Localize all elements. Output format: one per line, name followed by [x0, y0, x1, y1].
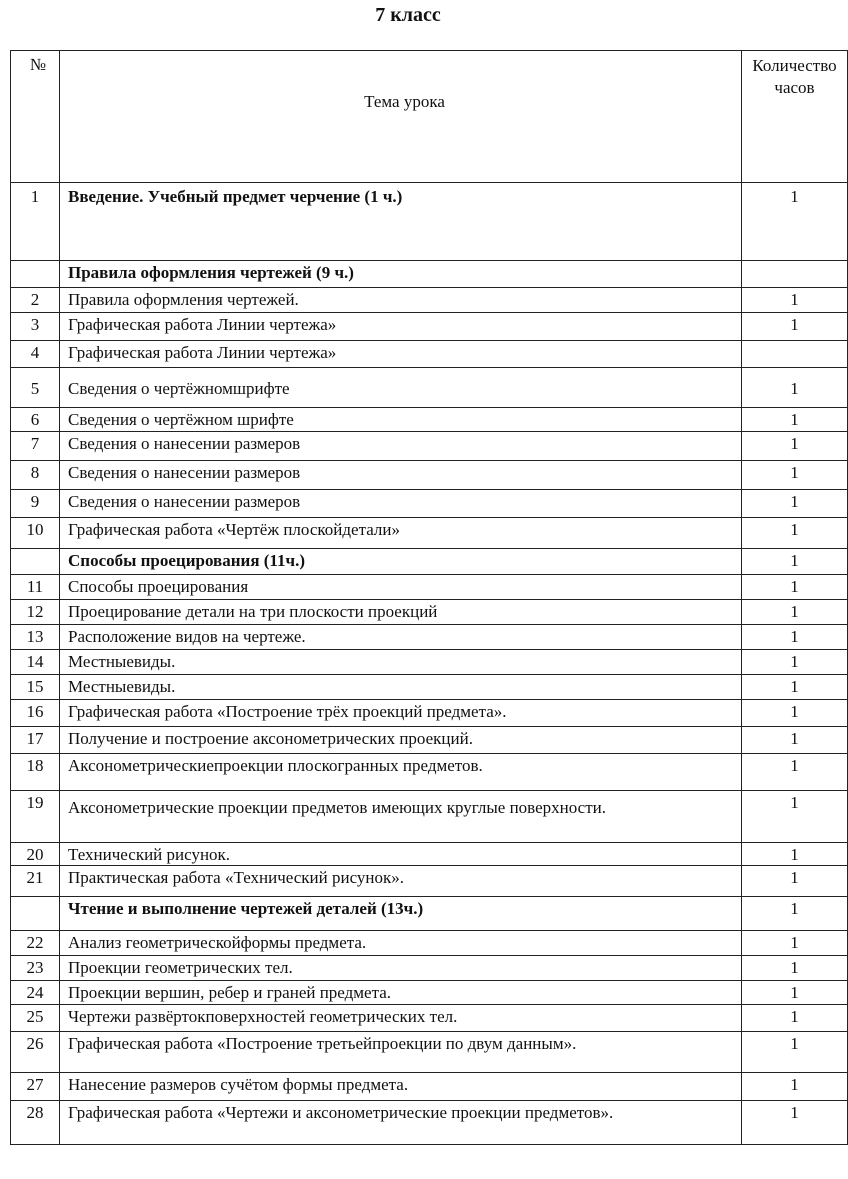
row-hours: 1: [742, 866, 848, 897]
row-num: 23: [11, 956, 60, 981]
row-hours: 1: [742, 931, 848, 956]
row-topic: Графическая работа Линии чертежа»: [60, 341, 742, 368]
table-row: [11, 981, 848, 1005]
row-hours: 1: [742, 791, 848, 843]
row-hours: 1: [742, 727, 848, 754]
row-topic: Чтение и выполнение чертежей деталей (13ч.): [60, 897, 742, 931]
row-topic: Сведения о нанесении размеров: [60, 461, 742, 490]
table-row: [11, 575, 848, 600]
row-hours: 1: [742, 549, 848, 575]
row-topic: Проецирование детали на три плоскости проекций: [60, 600, 742, 625]
row-topic: Проекции геометрических тел.: [60, 956, 742, 981]
table-row: [11, 791, 848, 843]
row-hours: 1: [742, 1032, 848, 1073]
row-num: 12: [11, 600, 60, 625]
row-hours: 1: [742, 675, 848, 700]
row-hours: 1: [742, 432, 848, 461]
table-row: [11, 843, 848, 866]
row-topic: Практическая работа «Технический рисунок».: [60, 866, 742, 897]
table-row: [11, 1073, 848, 1101]
row-topic: Графическая работа Линии чертежа»: [60, 313, 742, 341]
row-topic: Сведения о чертёжном шрифте: [60, 408, 742, 432]
row-hours: 1: [742, 981, 848, 1005]
row-num: [11, 261, 60, 288]
lesson-plan-table: [10, 50, 848, 1145]
row-topic: Технический рисунок.: [60, 843, 742, 866]
row-num: 3: [11, 313, 60, 341]
table-row: [11, 490, 848, 518]
row-num: 10: [11, 518, 60, 549]
row-num: 7: [11, 432, 60, 461]
row-topic: Сведения о нанесении размеров: [60, 432, 742, 461]
row-hours: 1: [742, 600, 848, 625]
table-row: [11, 625, 848, 650]
row-hours: 1: [742, 1073, 848, 1101]
row-num: 16: [11, 700, 60, 727]
table-row: [11, 288, 848, 313]
table-row: [11, 368, 848, 408]
table-row: [11, 1032, 848, 1073]
row-hours: 1: [742, 1101, 848, 1145]
row-topic: Сведения о нанесении размеров: [60, 490, 742, 518]
row-hours: 1: [742, 843, 848, 866]
row-topic: Чертежи развёртокповерхностей геометрических тел.: [60, 1005, 742, 1032]
row-num: 28: [11, 1101, 60, 1145]
row-topic: Правила оформления чертежей (9 ч.): [60, 261, 742, 288]
header-num: №: [11, 51, 60, 183]
table-row: [11, 754, 848, 791]
row-topic: Аксонометрическиепроекции плоскогранных предметов.: [60, 754, 742, 791]
table-header-row: [11, 51, 848, 183]
row-num: 8: [11, 461, 60, 490]
row-hours: 1: [742, 650, 848, 675]
row-hours: 1: [742, 408, 848, 432]
row-topic: Аксонометрические проекции предметов имеющих круглые поверхности.: [60, 791, 742, 843]
row-topic: Способы проецирования (11ч.): [60, 549, 742, 575]
row-hours: 1: [742, 461, 848, 490]
row-hours: 1: [742, 490, 848, 518]
row-num: 5: [11, 368, 60, 408]
row-num: 2: [11, 288, 60, 313]
row-num: 21: [11, 866, 60, 897]
table-row: [11, 261, 848, 288]
table-row: [11, 183, 848, 261]
row-hours: 1: [742, 368, 848, 408]
row-num: 11: [11, 575, 60, 600]
row-num: 17: [11, 727, 60, 754]
table-row: [11, 1101, 848, 1145]
row-num: [11, 549, 60, 575]
table-row: [11, 518, 848, 549]
row-hours: 1: [742, 575, 848, 600]
table-row: [11, 313, 848, 341]
table-row: [11, 700, 848, 727]
table-row: [11, 866, 848, 897]
row-topic: Нанесение размеров сучётом формы предмета.: [60, 1073, 742, 1101]
row-topic: Расположение видов на чертеже.: [60, 625, 742, 650]
row-num: 9: [11, 490, 60, 518]
row-topic: Графическая работа «Чертежи и аксонометрические проекции предметов».: [60, 1101, 742, 1145]
table-row: [11, 650, 848, 675]
table-row: [11, 897, 848, 931]
page-title: 7 класс: [375, 4, 441, 26]
table-row: [11, 956, 848, 981]
row-num: 24: [11, 981, 60, 1005]
row-hours: 1: [742, 625, 848, 650]
table-row: [11, 461, 848, 490]
row-topic: Местныевиды.: [60, 650, 742, 675]
row-num: 22: [11, 931, 60, 956]
row-num: 27: [11, 1073, 60, 1101]
row-topic: Анализ геометрическойформы предмета.: [60, 931, 742, 956]
row-hours: 1: [742, 518, 848, 549]
header-hours: Количество часов: [742, 51, 848, 183]
table-row: [11, 549, 848, 575]
table-row: [11, 432, 848, 461]
row-num: 4: [11, 341, 60, 368]
row-topic: Получение и построение аксонометрических проекций.: [60, 727, 742, 754]
row-topic: Графическая работа «Построение третьейпроекции по двум данным».: [60, 1032, 742, 1073]
row-topic: Графическая работа «Чертёж плоскойдетали»: [60, 518, 742, 549]
row-num: 26: [11, 1032, 60, 1073]
table-row: [11, 1005, 848, 1032]
row-hours: 1: [742, 897, 848, 931]
header-topic: Тема урока: [60, 51, 742, 183]
row-num: 18: [11, 754, 60, 791]
row-num: 13: [11, 625, 60, 650]
row-topic: Введение. Учебный предмет черчение (1 ч.): [60, 183, 742, 261]
row-hours: 1: [742, 1005, 848, 1032]
row-hours: 1: [742, 288, 848, 313]
row-num: 15: [11, 675, 60, 700]
row-topic: Местныевиды.: [60, 675, 742, 700]
table-body: [11, 183, 848, 1145]
row-num: 6: [11, 408, 60, 432]
row-hours: 1: [742, 313, 848, 341]
row-num: 19: [11, 791, 60, 843]
table-row: [11, 341, 848, 368]
table-row: [11, 675, 848, 700]
row-topic: Сведения о чертёжномшрифте: [60, 368, 742, 408]
table-row: [11, 931, 848, 956]
row-topic: Проекции вершин, ребер и граней предмета.: [60, 981, 742, 1005]
table-row: [11, 408, 848, 432]
row-num: 14: [11, 650, 60, 675]
row-topic: Графическая работа «Построение трёх проекций предмета».: [60, 700, 742, 727]
row-hours: 1: [742, 956, 848, 981]
row-hours: [742, 261, 848, 288]
table-row: [11, 600, 848, 625]
row-hours: 1: [742, 754, 848, 791]
row-num: 20: [11, 843, 60, 866]
row-hours: 1: [742, 183, 848, 261]
row-hours: [742, 341, 848, 368]
row-num: 25: [11, 1005, 60, 1032]
table-row: [11, 727, 848, 754]
row-num: [11, 897, 60, 931]
row-hours: 1: [742, 700, 848, 727]
row-num: 1: [11, 183, 60, 261]
row-topic: Способы проецирования: [60, 575, 742, 600]
row-topic: Правила оформления чертежей.: [60, 288, 742, 313]
